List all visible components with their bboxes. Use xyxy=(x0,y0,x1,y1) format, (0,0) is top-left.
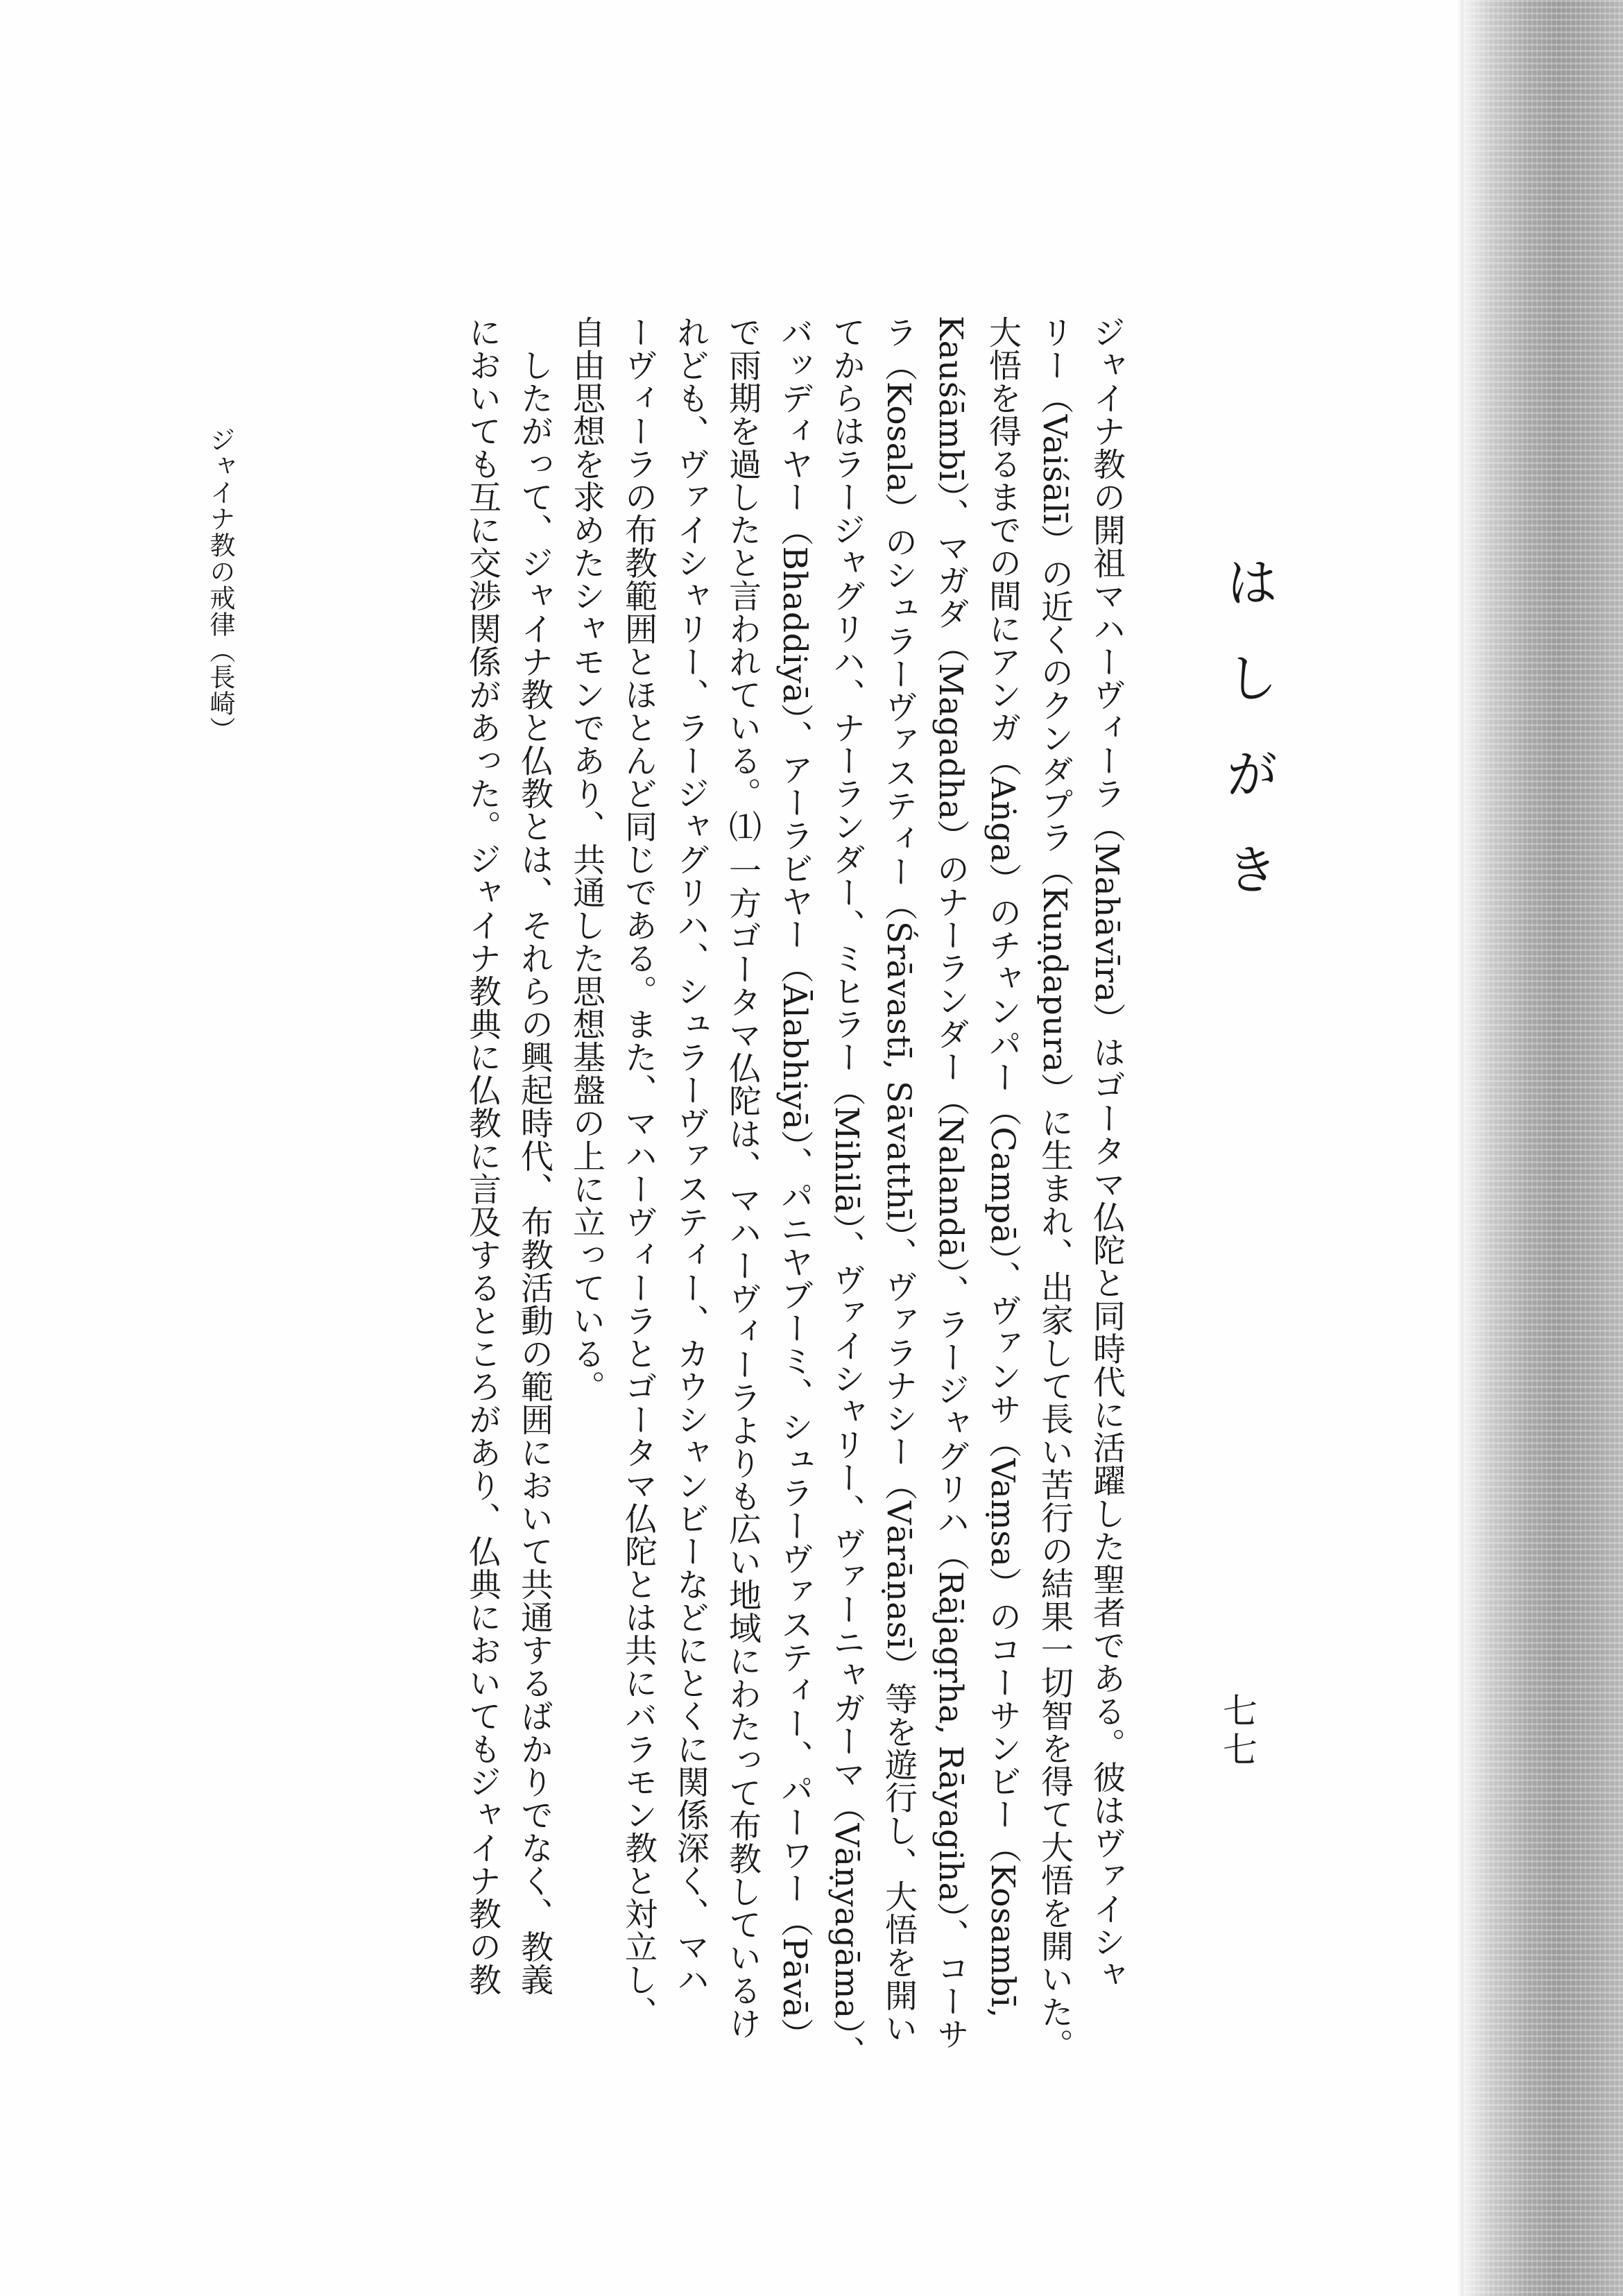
body-line-12: したがって、ジャイナ教と仏教とは、それらの興起時代、布教活動の範囲において共通するばかりでなく、教義 xyxy=(515,316,553,1996)
body-line-1: ジャイナ教の開祖マハーヴィーラ（Mahāvīra）はゴータマ仏陀と同時代に活躍した聖者である。彼はヴァイシャ xyxy=(1088,316,1126,1991)
page-number: 七七 xyxy=(1217,1693,1257,1770)
body-line-5: ラ（Kosala）のシュラーヴァスティー（Śrāvastī, Sāvatthī）、ヴァラナシー（Vārāṇasī）等を遊行し、大悟を開い xyxy=(879,316,918,2045)
body-line-3: 大悟を得るまでの間にアンガ（Aṅga）のチャンパー（Campā）、ヴァンサ（Vaṃsa）のコーサンビー（Kosambī, xyxy=(984,316,1022,2019)
body-line-7: バッディヤー（Bhaddiyā）、アーラビヤー（Ālabhiyā）、パニヤブーミ、シュラーヴァスティー、パーワー（Pāvā） xyxy=(775,316,814,2051)
body-line-2: リー（Vaiśālī）の近くのクンダプラ（Kuṇḍapura）に生まれ、出家して長い苦行の結果一切智を得て大悟を開いた。 xyxy=(1036,316,1074,2062)
body-line-8: で雨期を過したと言われている。⑴ 一方ゴータマ仏陀は、マハーヴィーラよりも広い地域にわたって布教しているけ xyxy=(723,316,762,2040)
body-line-10: ーヴィーラの布教範囲とほとんど同じである。また、マハーヴィーラとゴータマ仏陀とは共にバラモン教と対立し、 xyxy=(619,316,658,2029)
body-line-11: 自由思想を求めたシャモンであり、共通した思想基盤の上に立っている。 xyxy=(567,316,606,1403)
page-title: はしがき xyxy=(1217,555,1279,938)
scan-gutter-shadow xyxy=(1463,0,1623,2296)
running-title: ジャイナ教の戒律（長崎） xyxy=(205,427,235,743)
body-line-4: Kauśāmbī）、マガダ（Magadha）のナーランダー（Nalandā）、ラージャグリハ（Rājagṛha, Rāyagiha）、コーサ xyxy=(931,316,970,2051)
body-line-13: においても互に交渉関係があった。ジャイナ教典に仏教に言及するところがあり、仏典においてもジャイナ教の教 xyxy=(463,316,501,1996)
body-line-6: てからはラージャグリハ、ナーランダー、ミヒラー（Mihilā）、ヴァイシャリー、ヴァーニャガーマ（Vāṇyagāma）、 xyxy=(827,316,866,2069)
body-line-9: れども、ヴァイシャリー、ラージャグリハ、シュラーヴァスティー、カウシャンビーなどにとくに関係深く、マハ xyxy=(671,316,710,1996)
